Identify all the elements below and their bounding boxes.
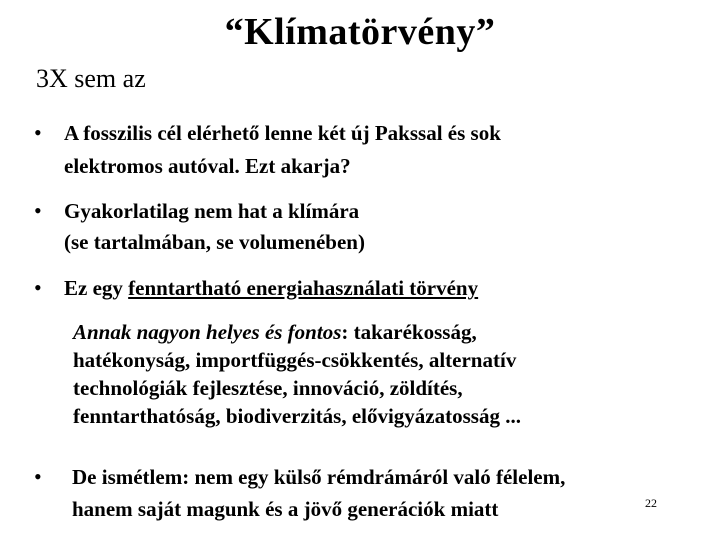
bullet-dot-icon: • bbox=[34, 198, 42, 223]
bullet-1-line-1: A fosszilis cél elérhető lenne két új Pakssal és sok bbox=[64, 121, 501, 145]
bullet-4-line-1: De ismétlem: nem egy külső rémdrámáról való félelem, bbox=[72, 465, 566, 489]
bullet-3-text bbox=[64, 273, 478, 303]
slide-title: “Klímatörvény” bbox=[224, 11, 496, 53]
bullet-2-line-1: Gyakorlatilag nem hat a klímára bbox=[64, 199, 360, 223]
bullet-2-line-2: (se tartalmában, se volumenében) bbox=[64, 230, 365, 254]
paragraph-lead-suffix: : takarékosság, bbox=[341, 320, 477, 344]
paragraph-line-1 bbox=[73, 318, 521, 346]
paragraph-lead: Annak nagyon helyes és fontos bbox=[73, 320, 342, 344]
bullet-4-line-2: hanem saját magunk és a jövő generációk miatt bbox=[72, 497, 499, 521]
bullet-3-prefix: Ez egy bbox=[64, 276, 129, 300]
page-number: 22 bbox=[645, 496, 657, 510]
paragraph-line-4: fenntarthatóság, biodiverzitás, elővigyázatosság ... bbox=[73, 404, 521, 428]
bullet-1-line-2: elektromos autóval. Ezt akarja? bbox=[64, 154, 351, 178]
bullet-dot-icon: • bbox=[34, 464, 42, 489]
bullet-dot-icon: • bbox=[34, 120, 42, 145]
slide-subtitle: 3X sem az bbox=[36, 64, 146, 93]
bullet-3-underlined-term: fenntartható energiahasználati törvény bbox=[128, 276, 479, 300]
bullet-dot-icon: • bbox=[34, 275, 42, 300]
paragraph-line-2: hatékonyság, importfüggés-csökkentés, alternatív bbox=[73, 348, 517, 372]
paragraph-line-3: technológiák fejlesztése, innováció, zöldítés, bbox=[73, 376, 463, 400]
detail-paragraph bbox=[73, 318, 521, 430]
